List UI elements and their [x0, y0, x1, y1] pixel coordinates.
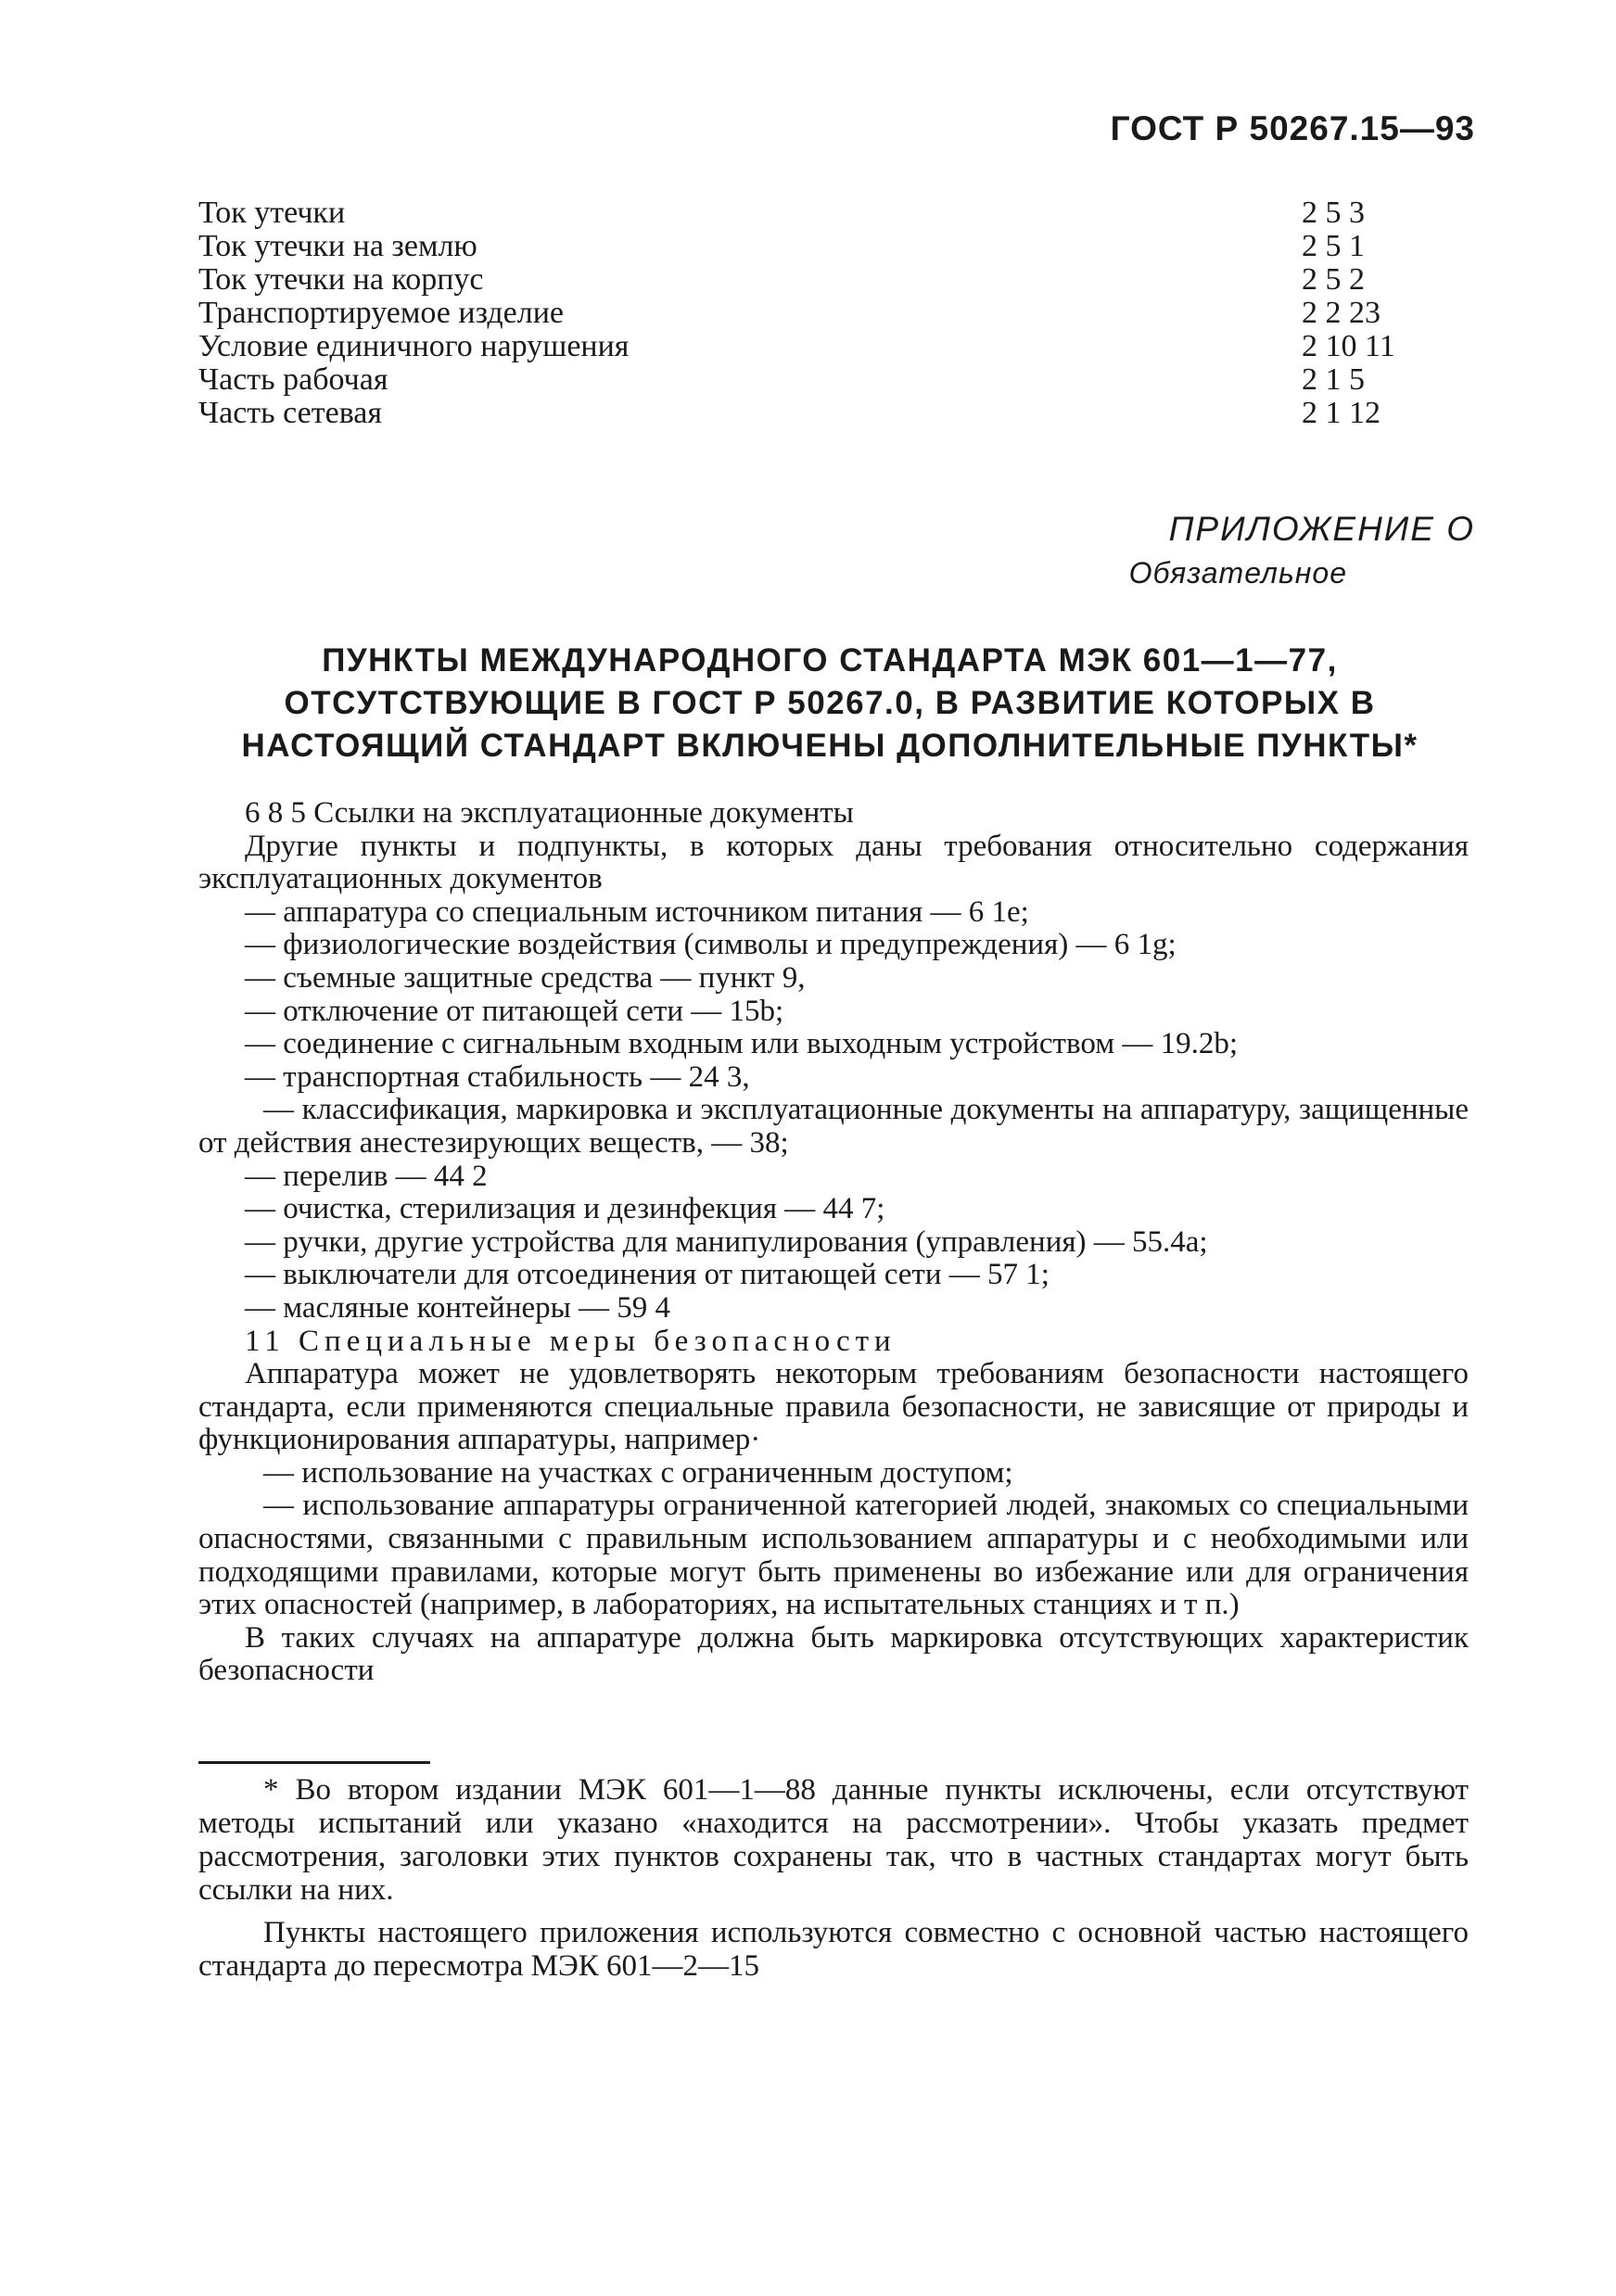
index-term: Ток утечки на землю: [198, 229, 477, 263]
heading-line: ОТСУТСТВУЮЩИЕ В ГОСТ Р 50267.0, В РАЗВИТИЕ КОТОРЫХ В: [284, 685, 1376, 721]
list-item: — съемные защитные средства — пункт 9,: [245, 960, 806, 995]
index-ref: 2 1 12: [1302, 396, 1381, 430]
list-item: — масляные контейнеры — 59 4: [245, 1290, 671, 1325]
section-heading: 6 8 5 Ссылки на эксплуатационные документы: [245, 796, 854, 830]
footnote-divider: [198, 1761, 430, 1764]
index-term: Часть сетевая: [198, 396, 383, 430]
index-row: [198, 330, 1459, 363]
paragraph: Другие пункты и подпункты, в которых даны требования относительно содержания эксплуатационных документов: [198, 829, 1469, 896]
index-row: [198, 397, 1459, 430]
list-item: — перелив — 44 2: [245, 1159, 488, 1193]
index-ref: 2 5 1: [1302, 229, 1365, 263]
paragraph: В таких случаях на аппаратуре должна быть маркировка отсутствующих характеристик безопасности: [198, 1620, 1469, 1688]
index-term: Ток утечки: [198, 196, 346, 230]
list-item: — отключение от питающей сети — 15b;: [245, 994, 784, 1028]
subject-index: [198, 197, 1459, 430]
index-term: Транспортируемое изделие: [198, 296, 565, 330]
appendix-status: Обязательное: [1128, 556, 1347, 590]
heading-line: ПУНКТЫ МЕЖДУНАРОДНОГО СТАНДАРТА МЭК 601—1—77,: [322, 642, 1338, 679]
index-ref: 2 1 5: [1302, 362, 1365, 397]
index-ref: 2 5 3: [1302, 196, 1365, 230]
list-item: — классификация, маркировка и эксплуатационные документы на аппаратуру, защищенные от действия анестезирующих веществ, — 38;: [198, 1093, 1469, 1160]
index-row: [198, 230, 1459, 263]
index-ref: 2 5 2: [1302, 262, 1365, 297]
document-code-header: ГОСТ Р 50267.15—93: [1110, 109, 1475, 147]
footnote: Пункты настоящего приложения используются совместно с основной частью настоящего стандарта до пересмотра МЭК 601—2—15: [198, 1916, 1469, 1983]
index-ref: 2 10 11: [1302, 329, 1395, 363]
list-item: — ручки, другие устройства для манипулирования (управления) — 55.4а;: [245, 1224, 1208, 1259]
paragraph: Аппаратура может не удовлетворять некоторым требованиям безопасности настоящего стандарта, если применяются специальные правила безопасности, не зависящие от природы и функционирования аппаратуры, например·: [198, 1357, 1469, 1457]
index-term: Ток утечки на корпус: [198, 262, 484, 297]
appendix-title: ПРИЛОЖЕНИЕ О: [1168, 510, 1475, 548]
list-item: — физиологические воздействия (символы и предупреждения) — 6 1g;: [245, 928, 1177, 962]
list-item: — транспортная стабильность — 24 3,: [245, 1059, 750, 1094]
heading-line: НАСТОЯЩИЙ СТАНДАРТ ВКЛЮЧЕНЫ ДОПОЛНИТЕЛЬНЫЕ ПУНКТЫ*: [241, 728, 1419, 764]
index-row: [198, 363, 1459, 397]
index-row: [198, 263, 1459, 297]
footnote: * Во втором издании МЭК 601—1—88 данные пункты исключены, если отсутствуют методы испытаний или указано «находится на рассмотрении». Чтобы указать предмет рассмотрения, заголовки этих пунктов сохранены так, что в частных стандартах могут быть ссылки на них.: [198, 1773, 1469, 1907]
index-ref: 2 2 23: [1302, 296, 1381, 330]
footnotes: [198, 1773, 1469, 1983]
appendix-heading: [185, 640, 1474, 767]
index-term: Условие единичного нарушения: [198, 329, 630, 363]
list-item: — выключатели для отсоединения от питающей сети — 57 1;: [245, 1258, 1050, 1292]
list-item: — очистка, стерилизация и дезинфекция — 44 7;: [245, 1192, 885, 1226]
list-item: — использование аппаратуры ограниченной категорией людей, знакомых со специальными опасностями, связанными с правильным использованием аппаратуры и с необходимыми или подходящими правилами, которые могут быть применены во избежание или для ограничения этих опасностей (например, в лабораториях, на испытательных станциях и т п.): [198, 1489, 1469, 1622]
index-term: Часть рабочая: [198, 362, 388, 397]
list-item: — аппаратура со специальным источником питания — 6 1е;: [245, 894, 1029, 929]
list-item: — соединение с сигнальным входным или выходным устройством — 19.2b;: [245, 1027, 1239, 1061]
index-row: [198, 197, 1459, 230]
index-row: [198, 297, 1459, 330]
section-heading: 11 Специальные меры безопасности: [245, 1324, 897, 1358]
appendix-body: [198, 797, 1469, 1688]
list-item: — использование на участках с ограниченным доступом;: [263, 1455, 1013, 1490]
